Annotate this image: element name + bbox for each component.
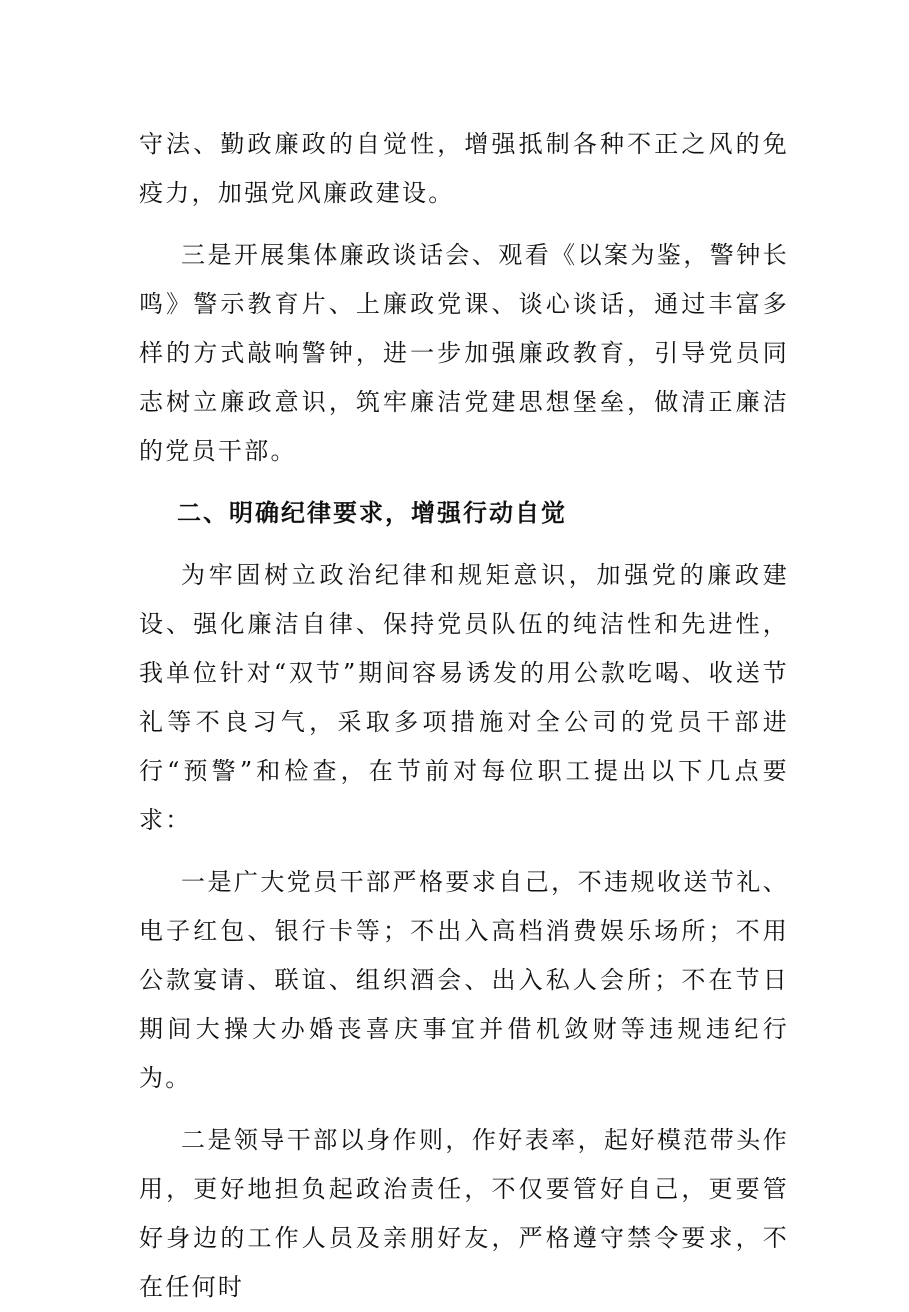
paragraph-collective-talk: 三是开展集体廉政谈话会、观看《以案为鉴，警钟长鸣》警示教育片、上廉政党课、谈心谈话，通过丰富多样的方式敲响警钟，进一步加强廉政教育，引导党员同志树立廉政意识，筑牢廉洁党建思想堡垒，做清正廉洁的党员干部。 [139,241,789,465]
paragraph-discipline-intro: 为牢固树立政治纪律和规矩意识，加强党的廉政建设、强化廉洁自律、保持党员队伍的纯洁性和先进性，我单位针对“双节”期间容易诱发的用公款吃喝、收送节礼等不良习气，采取多项措施对全公司的党员干部进行“预警”和检查，在节前对每位职工提出以下几点要求： [139,561,789,834]
section-heading: 二、明确纪律要求，增强行动自觉 [177,499,567,527]
paragraph-requirement-one: 一是广大党员干部严格要求自己，不违规收送节礼、电子红包、银行卡等；不出入高档消费娱乐场所；不用公款宴请、联谊、组织酒会、出入私人会所；不在节日期间大操大办婚丧喜庆事宜并借机敛财等违规违纪行为。 [139,868,789,1092]
document-body [139,120,789,1312]
paragraph-continuation: 守法、勤政廉政的自觉性，增强抵制各种不正之风的免疫力，加强党风廉政建设。 [139,130,789,207]
paragraph-requirement-two: 二是领导干部以身作则，作好表率，起好模范带头作用，更好地担负起政治责任，不仅要管好自己，更要管好身边的工作人员及亲朋好友，严格遵守禁令要求，不在任何时 [139,1126,789,1301]
